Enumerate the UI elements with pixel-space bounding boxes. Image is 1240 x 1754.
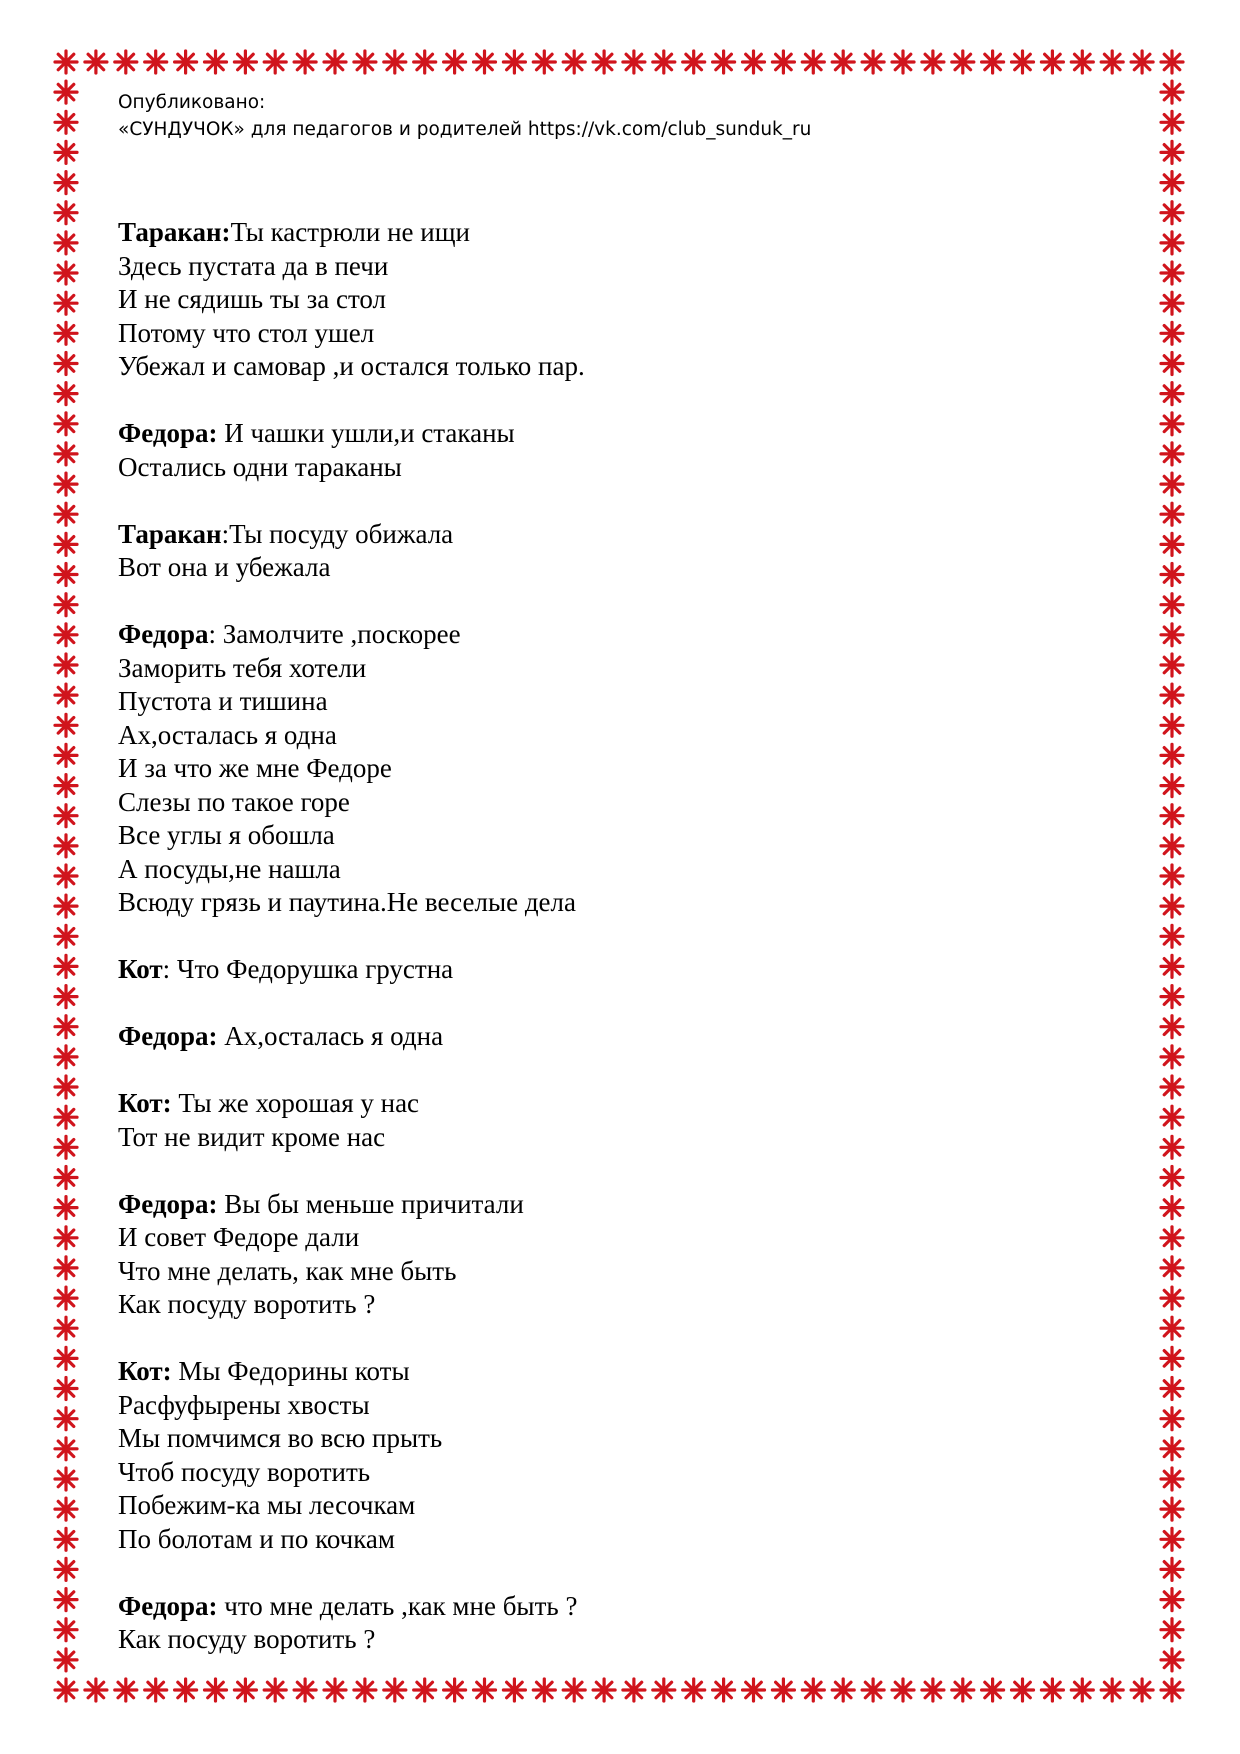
dialogue-line <box>118 1255 1118 1289</box>
dialogue-line <box>118 1020 1118 1054</box>
dialogue-line <box>118 1489 1118 1523</box>
dialogue-block <box>118 1590 1118 1657</box>
snowflake-icon <box>85 51 107 73</box>
snowflake-icon <box>55 1468 77 1490</box>
dialogue-block <box>118 216 1118 384</box>
snowflake-icon <box>55 111 77 133</box>
snowflake-icon <box>1161 1347 1183 1369</box>
line-text: И не сядишь ты за стол <box>118 284 387 314</box>
snowflake-icon <box>474 51 496 73</box>
line-text: По болотам и по кочкам <box>118 1523 396 1554</box>
snowflake-icon <box>623 51 645 73</box>
snowflake-icon <box>653 51 675 73</box>
snowflake-icon <box>55 955 77 977</box>
line-text: Что мне делать, как мне быть <box>118 1255 457 1286</box>
snowflake-icon <box>1161 533 1183 555</box>
snowflake-icon <box>1161 473 1183 495</box>
dialogue-line <box>118 1288 1118 1322</box>
snowflake-icon <box>683 51 705 73</box>
snowflake-icon <box>55 322 77 344</box>
snowflake-icon <box>55 1227 77 1249</box>
snowflake-icon <box>1161 1558 1183 1580</box>
snowflake-icon <box>1161 1528 1183 1550</box>
snowflake-icon <box>1161 1438 1183 1460</box>
snowflake-icon <box>1161 865 1183 887</box>
published-label: Опубликовано: <box>118 92 266 113</box>
line-text: Все углы я обошла <box>118 820 335 850</box>
speaker-name: Таракан: <box>118 217 231 247</box>
snowflake-icon <box>55 1649 77 1671</box>
snowflake-icon <box>1161 1589 1183 1611</box>
snowflake-icon <box>1161 564 1183 586</box>
dialogue-block <box>118 1087 1118 1154</box>
snowflake-icon <box>1161 232 1183 254</box>
line-text: Здесь пустата да в печи <box>118 250 389 281</box>
snowflake-icon <box>55 262 77 284</box>
snowflake-icon <box>55 624 77 646</box>
snowflake-icon <box>1131 1679 1153 1701</box>
snowflake-icon <box>55 1317 77 1339</box>
dialogue-line <box>118 819 1118 853</box>
speaker-name: Кот: <box>118 1088 172 1118</box>
speaker-name: Федора: <box>118 1590 218 1621</box>
speaker-name: Федора: <box>118 1188 218 1219</box>
snowflake-icon <box>1161 895 1183 917</box>
snowflake-icon <box>1161 1046 1183 1068</box>
dialogue-line <box>118 886 1118 920</box>
script-text <box>118 216 1118 1690</box>
snowflake-icon <box>1161 443 1183 465</box>
snowflake-icon <box>55 1106 77 1128</box>
snowflake-icon <box>1161 202 1183 224</box>
dialogue-line <box>118 216 1118 250</box>
snowflake-icon <box>1161 1498 1183 1520</box>
snowflake-icon <box>1161 141 1183 163</box>
snowflake-icon <box>1161 925 1183 947</box>
line-text: Чтоб посуду воротить <box>118 1456 371 1487</box>
line-text: Тот не видит кроме нас <box>118 1121 386 1152</box>
snowflake-icon <box>1161 172 1183 194</box>
dialogue-block <box>118 417 1118 484</box>
snowflake-icon <box>1161 1257 1183 1279</box>
snowflake-icon <box>982 51 1004 73</box>
snowflake-icon <box>85 1679 107 1701</box>
dialogue-line <box>118 853 1118 887</box>
dialogue-line <box>118 283 1118 317</box>
snowflake-icon <box>743 51 765 73</box>
dialogue-line <box>118 1590 1118 1624</box>
speaker-name: Кот <box>118 954 163 984</box>
snowflake-icon <box>832 51 854 73</box>
snowflake-icon <box>55 141 77 163</box>
snowflake-icon <box>1161 775 1183 797</box>
snowflake-icon <box>1161 383 1183 405</box>
line-text: Потому что стол ушел <box>118 317 375 348</box>
snowflake-icon <box>55 292 77 314</box>
snowflake-icon <box>55 443 77 465</box>
dialogue-line <box>118 417 1118 451</box>
line-text: Ах,осталась я одна <box>118 719 337 750</box>
line-text: Мы Федорины коты <box>171 1356 410 1386</box>
snowflake-icon <box>1161 51 1183 73</box>
snowflake-icon <box>55 1528 77 1550</box>
snowflake-icon <box>55 775 77 797</box>
snowflake-icon <box>384 51 406 73</box>
snowflake-icon <box>55 202 77 224</box>
snowflake-icon <box>55 1136 77 1158</box>
dialogue-line <box>118 1355 1118 1389</box>
line-text: Всюду грязь и паутина.Не веселые дела <box>118 887 576 917</box>
line-text: Как посуду воротить ? <box>118 1624 376 1654</box>
dialogue-line <box>118 752 1118 786</box>
snowflake-icon <box>1041 51 1063 73</box>
snowflake-icon <box>55 232 77 254</box>
dialogue-line <box>118 1523 1118 1557</box>
line-text: что мне делать ,как мне быть ? <box>217 1590 578 1621</box>
snowflake-icon <box>1161 1317 1183 1339</box>
speaker-name: Федора: <box>118 418 218 448</box>
snowflake-icon <box>55 383 77 405</box>
dialogue-line <box>118 350 1118 384</box>
snowflake-icon <box>1161 1167 1183 1189</box>
dialogue-line <box>118 1121 1118 1155</box>
dialogue-line <box>118 1188 1118 1222</box>
dialogue-block <box>118 953 1118 987</box>
snowflake-icon <box>324 51 346 73</box>
snowflake-icon <box>1161 1016 1183 1038</box>
snowflake-icon <box>55 1558 77 1580</box>
snowflake-icon <box>1161 654 1183 676</box>
snowflake-icon <box>1161 835 1183 857</box>
dialogue-line <box>118 1221 1118 1255</box>
snowflake-icon <box>55 805 77 827</box>
dialogue-block <box>118 1355 1118 1556</box>
dialogue-block <box>118 618 1118 920</box>
snowflake-icon <box>55 1287 77 1309</box>
snowflake-icon <box>1161 684 1183 706</box>
snowflake-icon <box>1161 1619 1183 1641</box>
speaker-name: Федора: <box>118 1021 218 1051</box>
snowflake-icon <box>55 81 77 103</box>
snowflake-icon <box>444 51 466 73</box>
snowflake-icon <box>55 1076 77 1098</box>
dialogue-block <box>118 1020 1118 1054</box>
line-text: Слезы по такое горе <box>118 786 350 817</box>
line-text: : Замолчите ,поскорее <box>208 619 461 649</box>
line-text: Побежим-ка мы лесочкам <box>118 1490 416 1520</box>
publication-header <box>118 89 811 143</box>
snowflake-icon <box>55 714 77 736</box>
snowflake-icon <box>1161 262 1183 284</box>
snowflake-icon <box>55 1197 77 1219</box>
snowflake-icon <box>55 1408 77 1430</box>
snowflake-icon <box>862 51 884 73</box>
snowflake-icon <box>922 51 944 73</box>
snowflake-icon <box>145 51 167 73</box>
snowflake-icon <box>533 51 555 73</box>
snowflake-icon <box>1161 413 1183 435</box>
snowflake-icon <box>1012 51 1034 73</box>
snowflake-icon <box>55 1438 77 1460</box>
snowflake-icon <box>802 51 824 73</box>
snowflake-icon <box>205 51 227 73</box>
snowflake-icon <box>1161 955 1183 977</box>
snowflake-icon <box>55 503 77 525</box>
snowflake-icon <box>1161 986 1183 1008</box>
snowflake-icon <box>1161 744 1183 766</box>
snowflake-icon <box>1161 594 1183 616</box>
line-text: Расфуфырены хвосты <box>118 1389 370 1420</box>
speaker-name: Федора <box>118 619 209 649</box>
snowflake-icon <box>115 51 137 73</box>
snowflake-icon <box>1161 1649 1183 1671</box>
snowflake-icon <box>55 594 77 616</box>
dialogue-line <box>118 786 1118 820</box>
snowflake-icon <box>175 51 197 73</box>
snowflake-icon <box>264 51 286 73</box>
snowflake-icon <box>1161 322 1183 344</box>
snowflake-icon <box>55 413 77 435</box>
snowflake-icon <box>55 1046 77 1068</box>
dialogue-line <box>118 1087 1118 1121</box>
snowflake-icon <box>1161 1197 1183 1219</box>
snowflake-icon <box>55 1167 77 1189</box>
snowflake-icon <box>772 51 794 73</box>
snowflake-icon <box>1161 1227 1183 1249</box>
dialogue-block <box>118 518 1118 585</box>
snowflake-icon <box>1161 1468 1183 1490</box>
snowflake-icon <box>563 51 585 73</box>
line-text: Ты кастрюли не ищи <box>230 217 470 247</box>
snowflake-icon <box>1161 1136 1183 1158</box>
snowflake-icon <box>1161 353 1183 375</box>
snowflake-icon <box>55 986 77 1008</box>
snowflake-icon <box>1161 1378 1183 1400</box>
snowflake-icon <box>55 895 77 917</box>
snowflake-icon <box>55 353 77 375</box>
snowflake-icon <box>55 51 77 73</box>
speaker-name: Кот: <box>118 1356 172 1386</box>
snowflake-icon <box>1161 805 1183 827</box>
snowflake-icon <box>55 654 77 676</box>
snowflake-icon <box>55 473 77 495</box>
snowflake-icon <box>952 51 974 73</box>
line-text: Как посуду воротить ? <box>118 1289 376 1319</box>
snowflake-icon <box>414 51 436 73</box>
line-text: Ах,осталась я одна <box>217 1021 444 1051</box>
snowflake-icon <box>55 684 77 706</box>
snowflake-icon <box>1161 1287 1183 1309</box>
snowflake-icon <box>55 1589 77 1611</box>
source-line: «СУНДУЧОК» для педагогов и родителей https://vk.com/club_sunduk_ru <box>118 119 812 140</box>
dialogue-line <box>118 1623 1118 1657</box>
line-text: А посуды,не нашла <box>118 853 341 884</box>
line-text: Пустота и тишина <box>118 686 328 716</box>
snowflake-icon <box>55 1016 77 1038</box>
snowflake-icon <box>55 835 77 857</box>
dialogue-line <box>118 953 1118 987</box>
line-text: Вот она и убежала <box>118 552 331 582</box>
snowflake-icon <box>55 1378 77 1400</box>
line-text: И совет Федоре дали <box>118 1222 360 1252</box>
dialogue-line <box>118 1456 1118 1490</box>
snowflake-icon <box>55 1679 77 1701</box>
snowflake-icon <box>892 51 914 73</box>
dialogue-line <box>118 317 1118 351</box>
dialogue-block <box>118 1188 1118 1322</box>
dialogue-line <box>118 652 1118 686</box>
snowflake-icon <box>1161 1076 1183 1098</box>
line-text: : Что Федорушка грустна <box>162 954 454 984</box>
snowflake-icon <box>1131 51 1153 73</box>
line-text: Мы помчимся во всю прыть <box>118 1423 443 1453</box>
line-text: И за что же мне Федоре <box>118 753 392 783</box>
snowflake-icon <box>593 51 615 73</box>
snowflake-icon <box>55 1347 77 1369</box>
snowflake-icon <box>1161 1679 1183 1701</box>
snowflake-icon <box>503 51 525 73</box>
snowflake-icon <box>1161 111 1183 133</box>
snowflake-icon <box>55 925 77 947</box>
line-text: Заморить тебя хотели <box>118 652 367 683</box>
speaker-name: Таракан <box>118 518 222 549</box>
dialogue-line <box>118 551 1118 585</box>
dialogue-line <box>118 685 1118 719</box>
snowflake-icon <box>1071 51 1093 73</box>
snowflake-icon <box>55 564 77 586</box>
snowflake-icon <box>55 865 77 887</box>
snowflake-icon <box>354 51 376 73</box>
snowflake-icon <box>234 51 256 73</box>
line-text: Ты же хорошая у нас <box>171 1088 420 1118</box>
dialogue-line <box>118 1389 1118 1423</box>
snowflake-icon <box>294 51 316 73</box>
line-text: И чашки ушли,и стаканы <box>217 418 515 448</box>
snowflake-icon <box>55 744 77 766</box>
snowflake-icon <box>1161 1106 1183 1128</box>
dialogue-line <box>118 719 1118 753</box>
snowflake-icon <box>713 51 735 73</box>
snowflake-icon <box>55 533 77 555</box>
snowflake-icon <box>55 1619 77 1641</box>
snowflake-icon <box>55 1257 77 1279</box>
line-text: Вы бы меньше причитали <box>217 1188 524 1219</box>
snowflake-icon <box>55 1498 77 1520</box>
dialogue-line <box>118 618 1118 652</box>
snowflake-icon <box>55 172 77 194</box>
snowflake-icon <box>1161 503 1183 525</box>
dialogue-line <box>118 250 1118 284</box>
snowflake-icon <box>1161 624 1183 646</box>
snowflake-icon <box>1161 292 1183 314</box>
line-text: :Ты посуду обижала <box>221 518 454 549</box>
dialogue-line <box>118 1422 1118 1456</box>
snowflake-icon <box>1161 81 1183 103</box>
snowflake-icon <box>1161 714 1183 736</box>
dialogue-line <box>118 518 1118 552</box>
snowflake-icon <box>1101 51 1123 73</box>
line-text: Убежал и самовар ,и остался только пар. <box>118 351 585 381</box>
snowflake-icon <box>1161 1408 1183 1430</box>
dialogue-line <box>118 451 1118 485</box>
line-text: Остались одни тараканы <box>118 451 402 482</box>
